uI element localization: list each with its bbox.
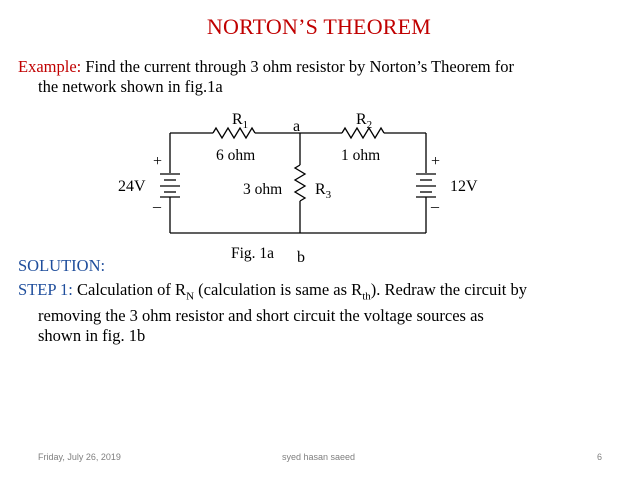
v2-value: 12V bbox=[450, 178, 478, 195]
step1-text-b: (calculation is same as R bbox=[194, 280, 363, 299]
r3-label: $R_3$ bbox=[315, 181, 332, 201]
battery-24v bbox=[160, 174, 180, 197]
example-text-line2: the network shown in fig.1a bbox=[38, 77, 223, 96]
slide-title: NORTON’S THEOREM bbox=[206, 14, 432, 39]
r2-value: 1 ohm bbox=[341, 147, 381, 164]
step1-sub-th: th bbox=[362, 290, 371, 303]
v2-minus: _ bbox=[431, 193, 439, 210]
resistor-r2 bbox=[342, 128, 384, 138]
node-a-label: a bbox=[293, 118, 301, 135]
resistor-r3 bbox=[295, 165, 305, 201]
resistor-r1 bbox=[213, 128, 255, 138]
r3-value: 3 ohm bbox=[243, 181, 283, 198]
v1-value: 24V bbox=[118, 178, 146, 195]
v1-plus: + bbox=[153, 153, 163, 170]
step1-text-a: Calculation of R bbox=[72, 280, 187, 299]
step1-paragraph bbox=[18, 280, 630, 346]
footer-author: syed hasan saeed bbox=[282, 452, 356, 462]
footer-date: Friday, July 26, 2019 bbox=[38, 452, 121, 462]
v2-plus: + bbox=[431, 153, 441, 170]
step1-sub-n: N bbox=[186, 290, 195, 303]
solution-heading: SOLUTION: bbox=[18, 256, 106, 275]
example-text-line1: Find the current through 3 ohm resistor by Norton’s Theorem for bbox=[81, 57, 514, 76]
step1-line3: shown in fig. 1b bbox=[38, 326, 146, 346]
step1-text-c: ). Redraw the circuit by bbox=[370, 280, 527, 299]
step1-label: STEP 1: bbox=[18, 280, 73, 299]
example-label: Example: bbox=[18, 57, 82, 76]
node-b-label: b bbox=[297, 249, 305, 266]
figure-caption: Fig. 1a bbox=[231, 245, 275, 262]
v1-minus: _ bbox=[153, 193, 161, 210]
footer-page-number: 6 bbox=[597, 452, 603, 462]
step1-line2: removing the 3 ohm resistor and short circuit the voltage sources as bbox=[38, 306, 484, 326]
r2-label: $R_2$ bbox=[356, 111, 373, 131]
r1-value: 6 ohm bbox=[216, 147, 256, 164]
r1-label: $R_1$ bbox=[232, 111, 249, 131]
